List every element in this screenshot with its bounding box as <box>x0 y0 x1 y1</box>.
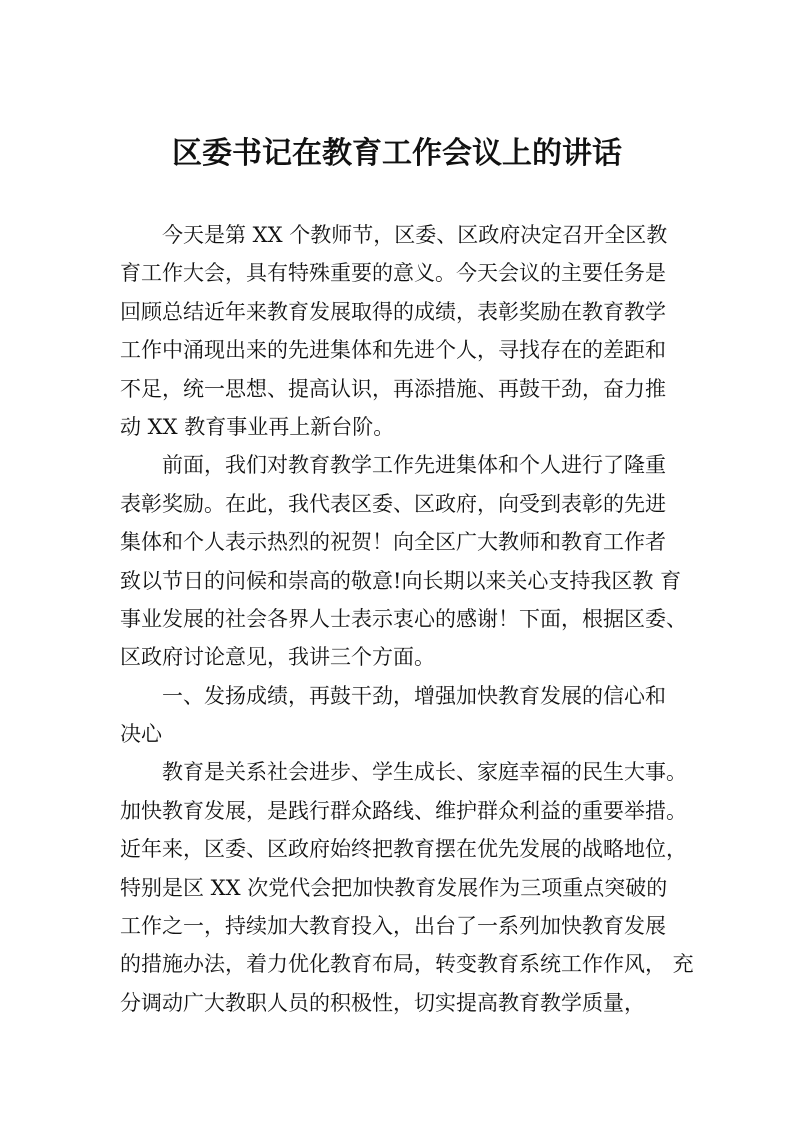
section-heading-line: 决心 <box>120 722 162 747</box>
paragraph-line: 今天是第 XX 个教师节，区委、区政府决定召开全区教 <box>162 223 668 247</box>
paragraph-line: 分调动广大教职人员的积极性，切实提高教育教学质量， <box>120 990 645 1015</box>
document-body <box>120 216 694 1022</box>
paragraph-line: 区政府讨论意见，我讲三个方面。 <box>120 645 435 670</box>
paragraph-line: 表彰奖励。在此，我代表区委、区政府，向受到表彰的先进 <box>120 491 666 516</box>
paragraph-line: 致以节日的问候和崇高的敬意!向长期以来关心支持我区教 育 <box>120 568 682 593</box>
paragraph-line: 事业发展的社会各界人士表示衷心的感谢！下面，根据区委、 <box>120 606 687 631</box>
section-heading-line: 一、发扬成绩，再鼓干劲，增强加快教育发展的信心和 <box>162 683 666 708</box>
paragraph-line: 育工作大会，具有特殊重要的意义。今天会议的主要任务是 <box>120 261 666 286</box>
paragraph-line: 工作中涌现出来的先进集体和先进个人，寻找存在的差距和 <box>120 338 666 363</box>
paragraph-line: 回顾总结近年来教育发展取得的成绩，表彰奖励在教育教学 <box>120 299 666 324</box>
paragraph-line: 近年来，区委、区政府始终把教育摆在优先发展的战略地位， <box>120 837 687 862</box>
paragraph-line: 集体和个人表示热烈的祝贺！向全区广大教师和教育工作者 <box>120 530 666 555</box>
paragraph-line: 工作之一，持续加大教育投入，出台了一系列加快教育发展 <box>120 914 666 939</box>
paragraph-line: 前面，我们对教育教学工作先进集体和个人进行了隆重 <box>162 453 666 478</box>
paragraph-line: 的措施办法，着力优化教育布局，转变教育系统工作作风， 充 <box>120 952 694 977</box>
paragraph-line: 加快教育发展，是践行群众路线、维护群众利益的重要举措。 <box>120 798 687 823</box>
paragraph-line: 特别是区 XX 次党代会把加快教育发展作为三项重点突破的 <box>120 875 668 900</box>
paragraph-line: 动 XX 教育事业再上新台阶。 <box>120 414 395 439</box>
paragraph-line: 不足，统一思想、提高认识，再添措施、再鼓干劲，奋力推 <box>120 376 666 401</box>
document-title: 区委书记在教育工作会议上的讲话 <box>172 136 622 171</box>
paragraph-line: 教育是关系社会进步、学生成长、家庭幸福的民生大事。 <box>162 760 687 785</box>
